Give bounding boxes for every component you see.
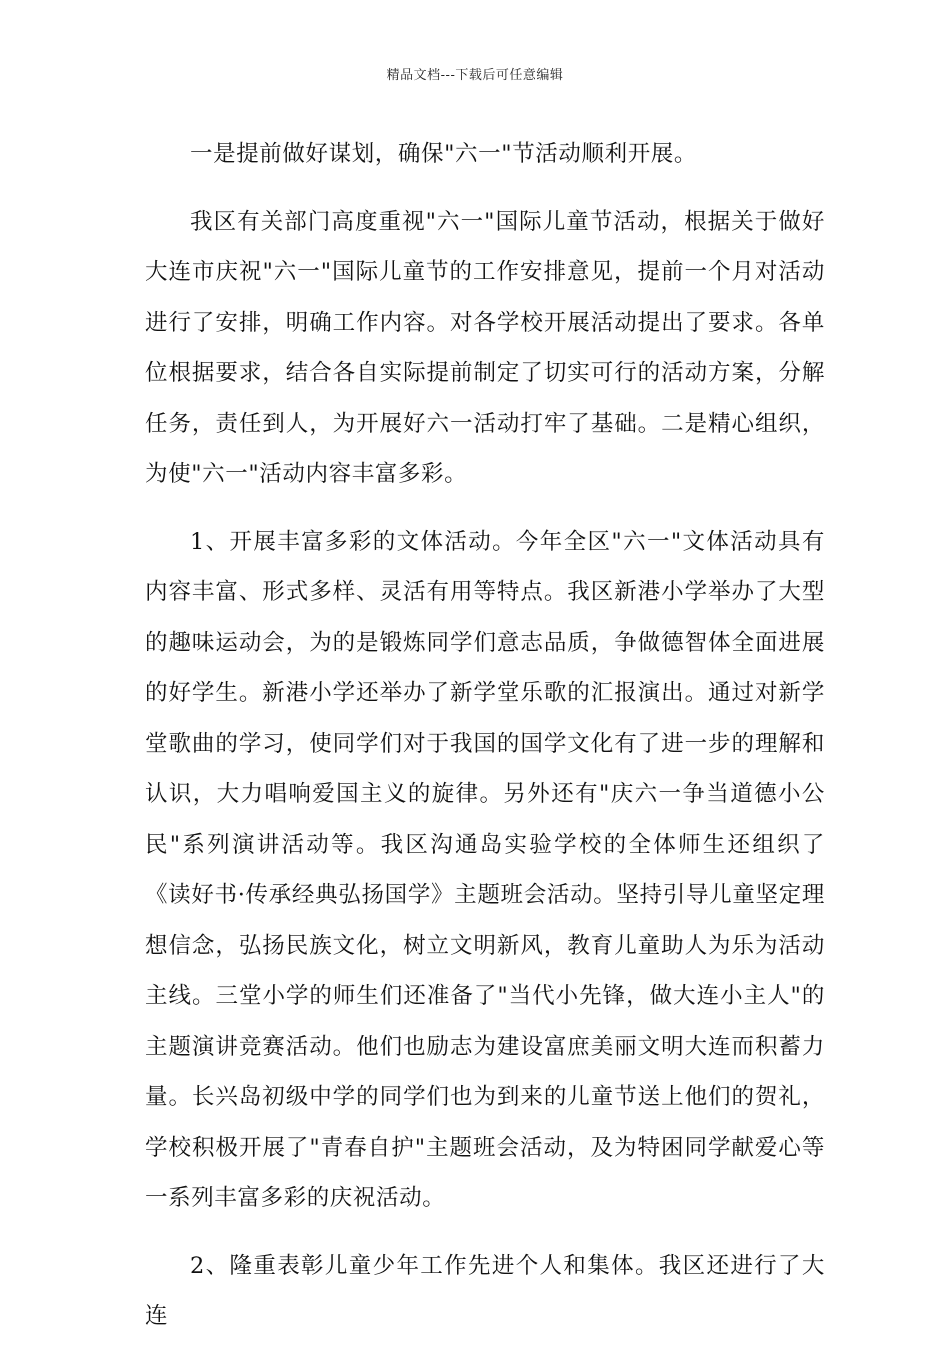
paragraph-arrangement: 我区有关部门高度重视"六一"国际儿童节活动，根据关于做好大连市庆祝"六一"国际儿童节的工作安排意见，提前一个月对活动进行了安排，明确工作内容。对各学校开展活动提出了要求。各单位根据要求，结合各自实际提前制定了切实可行的活动方案，分解任务，责任到人，为开展好六一活动打牢了基础。二是精心组织，为使"六一"活动内容丰富多彩。 [145, 208, 825, 487]
document-body [145, 129, 825, 1359]
paragraph-activities: 1、开展丰富多彩的文体活动。今年全区"六一"文体活动具有内容丰富、形式多样、灵活有用等特点。我区新港小学举办了大型的趣味运动会，为的是锻炼同学们意志品质，争做德智体全面进展的好学生。新港小学还举办了新学堂乐歌的汇报演出。通过对新学堂歌曲的学习，使同学们对于我国的国学文化有了进一步的理解和认识，大力唱响爱国主义的旋律。另外还有"庆六一争当道德小公民"系列演讲活动等。我区沟通岛实验学校的全体师生还组织了《读好书·传承经典弘扬国学》主题班会活动。坚持引导儿童坚定理想信念，弘扬民族文化，树立文明新风，教育儿童助人为乐为活动主线。三堂小学的师生们还准备了"当代小先锋，做大连小主人"的主题演讲竞赛活动。他们也励志为建设富庶美丽文明大连而积蓄力量。长兴岛初级中学的同学们也为到来的儿童节送上他们的贺礼，学校积极开展了"青春自护"主题班会活动，及为特困同学献爱心等一系列丰富多彩的庆祝活动。 [145, 528, 825, 1211]
paragraph-plan: 一是提前做好谋划，确保"六一"节活动顺利开展。 [190, 141, 697, 167]
paragraph-commendation: 2、隆重表彰儿童少年工作先进个人和集体。我区还进行了大连 [145, 1252, 825, 1329]
page-header: 精品文档---下载后可任意编辑 [386, 68, 564, 83]
